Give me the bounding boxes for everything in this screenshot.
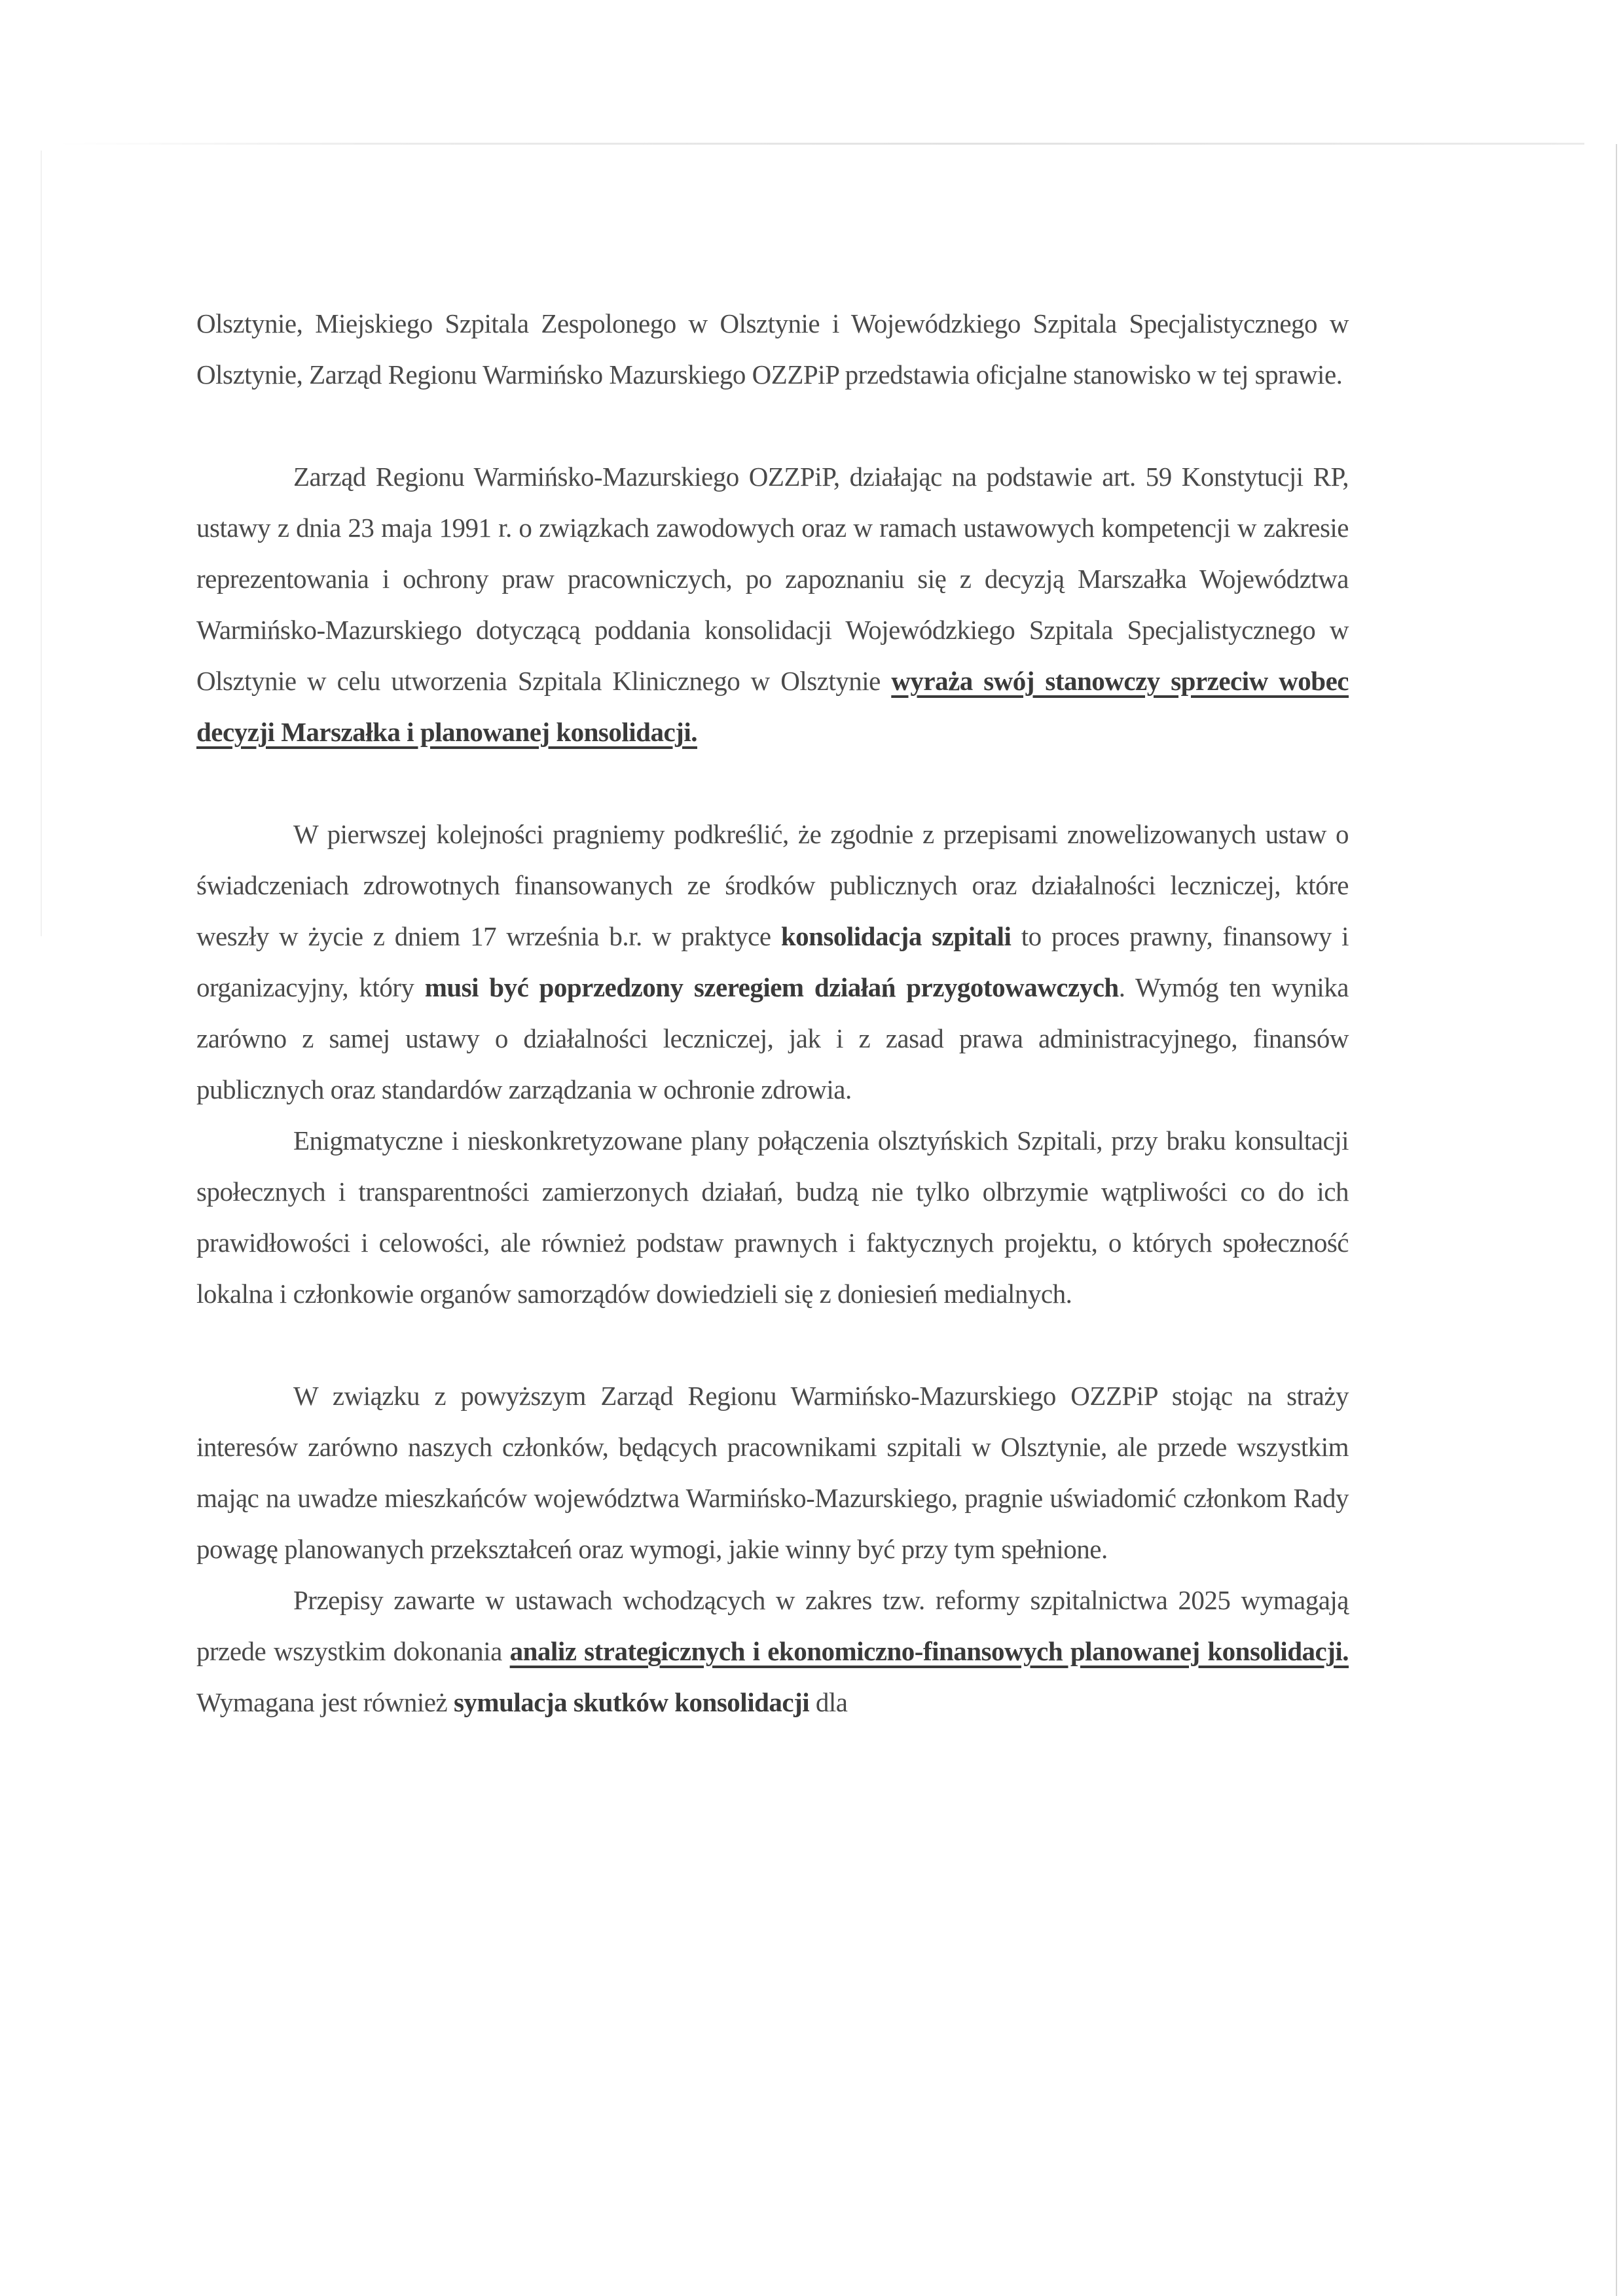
scan-artifact-top: [59, 143, 1584, 145]
text-segment: . Wymóg ten wynika zarówno z samej ustawy o działalności leczniczej, jak i z zasad prawa administracyjnego, finansów publicznych oraz standardów zarządzania w ochronie zdrowia.: [196, 972, 1349, 1104]
text-segment: Olsztynie, Miejskiego Szpitala Zespolonego w Olsztynie i Wojewódzkiego Szpitala Specjalistycznego w Olsztynie, Zarząd Regionu Warmińsko Mazurskiego OZZPiP przedstawia oficjalne stanowisko w tej sprawie.: [196, 308, 1349, 390]
emphasis-simulation: symulacja skutków konsolidacji: [453, 1687, 810, 1717]
text-segment: dla: [809, 1687, 848, 1717]
text-segment: Przepisy zawarte w ustawach wchodzących w zakres tzw. reformy szpitalnictwa 2025 wymagają przede wszystkim dokonania: [196, 1585, 1349, 1666]
text-segment: W związku z powyższym Zarząd Regionu Warmińsko-Mazurskiego OZZPiP stojąc na straży interesów zarówno naszych członków, będących pracownikami szpitali w Olsztynie, ale przede wszystkim mając na uwadze mieszkańców województwa Warmińsko-Mazurskiego, pragnie uświadomić członkom Rady powagę planowanych przekształceń oraz wymogi, jakie winny być przy tym spełnione.: [196, 1381, 1349, 1564]
emphasis-strategic-analyses: analiz strategicznych i ekonomiczno-finansowych planowanej konsolidacji.: [509, 1636, 1349, 1666]
text-segment: W pierwszej kolejności pragniemy podkreślić, że zgodnie z przepisami znowelizowanych ustaw o świadczeniach zdrowotnych finansowanych ze środków publicznych oraz działalności leczniczej, które weszły w życie z dniem 17 września b.r. w praktyce: [196, 819, 1349, 951]
scan-artifact-right-edge: [1616, 144, 1617, 2296]
text-segment: Enigmatyczne i nieskonkretyzowane plany połączenia olsztyńskich Szpitali, przy braku konsultacji społecznych i transparentności zamierzonych działań, budzą nie tylko olbrzymie wątpliwości co do ich prawidłowości i celowości, ale również podstaw prawnych i faktycznych projektu, o których społeczność lokalna i członkowie organów samorządów dowiedzieli się z doniesień medialnych.: [196, 1125, 1349, 1309]
paragraph-reform-requirements: [196, 1575, 1349, 1728]
text-segment: to proces prawny, finansowy i organizacyjny, który: [196, 921, 1349, 1002]
paragraph-enigmatic-plans: [196, 1115, 1349, 1319]
paragraph-intro-continuation: [196, 298, 1349, 400]
emphasis-objection: wyraża swój stanowczy sprzeciw wobec decyzji Marszałka i planowanej konsolidacji.: [196, 666, 1349, 747]
scan-artifact-left: [41, 151, 42, 936]
text-segment: Zarząd Regionu Warmińsko-Mazurskiego OZZPiP, działając na podstawie art. 59 Konstytucji RP, ustawy z dnia 23 maja 1991 r. o związkach zawodowych oraz w ramach ustawowych kompetencji w zakresie reprezentowania i ochrony praw pracowniczych, po zapoznaniu się z decyzją Marszałka Województwa Warmińsko-Mazurskiego dotyczącą poddania konsolidacji Wojewódzkiego Szpitala Specjalistycznego w Olsztynie w celu utworzenia Szpitala Klinicznego w Olsztynie: [196, 462, 1349, 696]
paragraph-legal-requirements: [196, 809, 1349, 1115]
paragraph-statement-of-objection: [196, 451, 1349, 757]
text-segment: Wymagana jest również: [196, 1687, 454, 1717]
emphasis-preparatory-actions: musi być poprzedzony szeregiem działań przygotowawczych: [424, 972, 1119, 1002]
paragraph-board-position: [196, 1370, 1349, 1575]
document-body: [196, 298, 1349, 1728]
emphasis-hospital-consolidation: konsolidacja szpitali: [780, 921, 1012, 951]
